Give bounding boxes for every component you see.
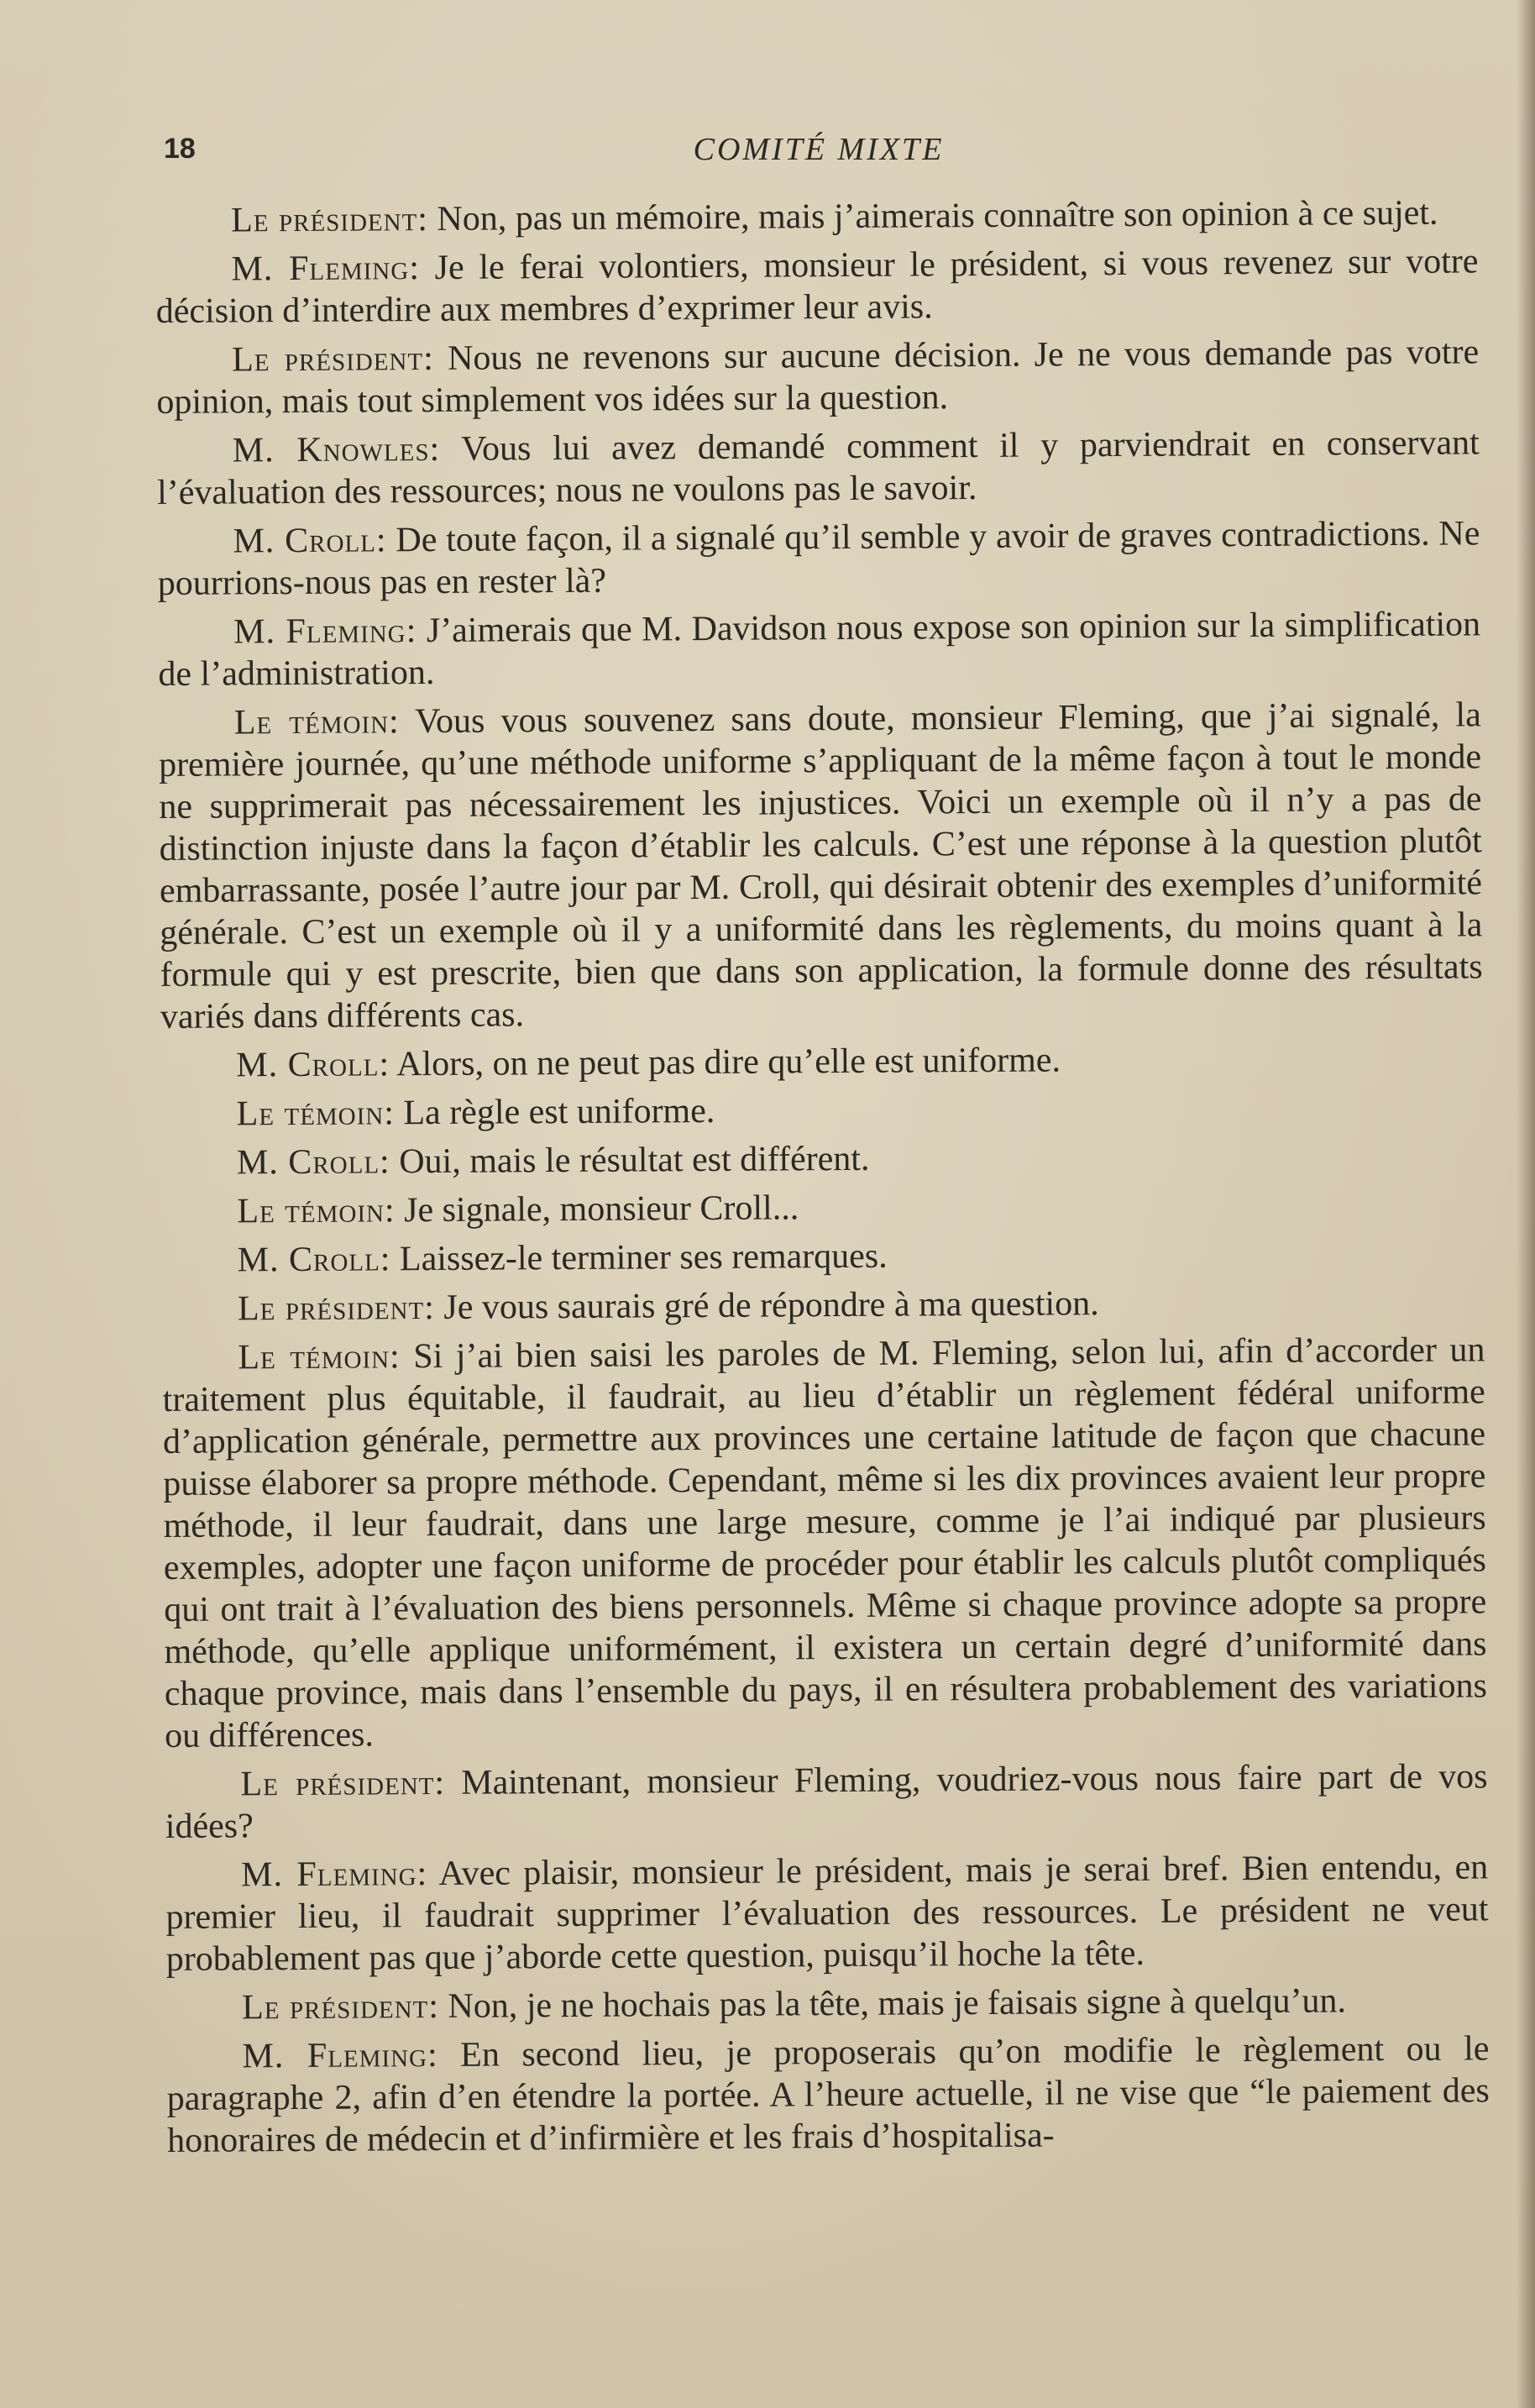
paragraph (158, 603, 1481, 695)
paragraph-text: Maintenant, monsieur Fleming, voudriez-vous nous faire part de vos idées? (165, 1757, 1488, 1846)
speaker-name: M. Knowles: (232, 429, 441, 470)
speaker-name: M. Fleming: (242, 2035, 438, 2076)
paragraph (155, 240, 1479, 333)
paragraph (157, 422, 1480, 514)
paragraph (166, 2028, 1490, 2162)
paragraph-text: Non, pas un mémoire, mais j’aimerais connaître son opinion à ce sujet. (427, 193, 1438, 239)
speaker-name: Le président: (232, 338, 434, 380)
paragraph-text: Vous vous souvenez sans doute, monsieur Fleming, que j’ai signalé, la première journée, qu’une méthode uniforme s’appliquant de la même façon à tout le monde ne supprimerait pas nécessairement les injustices. Voici un exemple où il n’y a pas de distinction injuste dans la façon d’établir les calculs. C’est une réponse à la question plutôt embarrassante, posée l’autre jour par M. Croll, qui désirait obtenir des exemples d’uniformité générale. C’est un exemple où il y a uniformité dans les règlements, du moins quant à la formule qui y est prescrite, bien que dans son application, la formule donne des résultats variés dans différents cas. (158, 695, 1483, 1036)
paragraph (156, 331, 1480, 423)
paragraph (166, 1979, 1489, 2029)
speaker-name: Le président: (240, 1763, 446, 1804)
speaker-name: Le président: (237, 1288, 436, 1329)
speaker-name: Le témoin: (237, 1191, 396, 1231)
speaker-name: M. Croll: (233, 521, 387, 561)
page-number: 18 (164, 133, 196, 165)
paragraph-text: En second lieu, je proposerais qu’on modifie le règlement ou le paragraphe 2, afin d’en étendre la portée. A l’heure actuelle, il ne vise que “le paiement des honoraires de médecin et d’infirmière et les frais d’hospitalisa- (166, 2029, 1490, 2160)
paragraph-text: La règle est uniforme. (394, 1091, 715, 1133)
paragraph (165, 1755, 1488, 1848)
speaker-name: Le président: (231, 200, 429, 240)
paragraph (157, 512, 1480, 605)
paragraph (162, 1231, 1485, 1282)
running-title: COMITÉ MIXTE (693, 132, 945, 167)
paragraph (161, 1183, 1484, 1233)
transcript-body (155, 191, 1490, 2169)
speaker-name: M. Croll: (236, 1045, 390, 1085)
page-header (164, 126, 1474, 176)
paragraph-text: Oui, mais le résultat est différent. (390, 1139, 870, 1182)
paragraph-text: Non, je ne hochais pas la tête, mais je faisais signe à quelqu’un. (438, 1981, 1347, 2026)
paragraph-text: J’aimerais que M. Davidson nous expose son opinion sur la simplification de l’administration. (158, 605, 1481, 694)
speaker-name: M. Fleming: (231, 249, 421, 289)
paragraph-text: Vous lui avez demandé comment il y parviendrait en conservant l’évaluation des ressources; nous ne voulons pas le savoir. (156, 423, 1480, 512)
speaker-name: Le président: (242, 1986, 440, 2028)
speaker-name: M. Fleming: (241, 1855, 428, 1895)
speaker-name: Le témoin: (236, 1094, 396, 1134)
paragraph-text: Je le ferai volontiers, monsieur le président, si vous revenez sur votre décision d’interdire aux membres d’exprimer leur avis. (155, 242, 1479, 331)
speaker-name: M. Fleming: (233, 611, 417, 652)
speaker-name: M. Croll: (237, 1240, 391, 1280)
paragraph-text: Alors, on ne peut pas dire qu’elle est uniforme. (389, 1041, 1061, 1084)
paragraph (155, 191, 1478, 242)
speaker-name: Le témoin: (238, 1337, 401, 1377)
paragraph (161, 1134, 1484, 1184)
paragraph (162, 1280, 1485, 1330)
paragraph-text: Je signale, monsieur Croll... (395, 1188, 799, 1230)
paragraph-text: Laissez-le terminer ses remarques. (390, 1236, 888, 1279)
paragraph (160, 1036, 1483, 1087)
paragraph (159, 694, 1483, 1038)
paragraph-text: Si j’ai bien saisi les paroles de M. Fleming, selon lui, afin d’accorder un traitement plus équitable, il faudrait, au lieu d’établir un règlement fédéral uniforme d’application générale, permettre aux provinces une certaine latitude de façon que chacune puisse élaborer sa propre méthode. Cependant, même si les dix provinces avaient leur propre méthode, il leur faudrait, dans une large mesure, comme je l’ai indiqué par plusieurs exemples, adopter une façon uniforme de procéder pour établir les calculs plutôt compliqués qui ont trait à l’évaluation des biens personnels. Même si chaque province adopte sa propre méthode, qu’elle applique uniformément, il existera un certain degré d’uniformité dans chaque province, mais dans l’ensemble du pays, il en résultera probablement des variations ou différences. (162, 1330, 1487, 1755)
speaker-name: Le témoin: (233, 702, 400, 742)
paragraph-text: Nous ne revenons sur aucune décision. Je ne vous demande pas votre opinion, mais tout simplement vos idées sur la question. (156, 333, 1480, 422)
paragraph-text: De toute façon, il a signalé qu’il semble y avoir de graves contradictions. Ne pourrions-nous pas en rester là? (157, 514, 1480, 603)
paragraph-text: Avec plaisir, monsieur le président, mais je serai bref. Bien entendu, en premier lieu, il faudrait supprimer l’évaluation des ressources. Le président ne veut probablement pas que j’aborde cette question, puisqu’il hoche la tête. (165, 1848, 1489, 1979)
speaker-name: M. Croll: (236, 1142, 390, 1183)
paragraph (162, 1329, 1487, 1757)
page-binding-shadow (1517, 0, 1535, 2408)
paragraph-text: Je vous saurais gré de répondre à ma question. (434, 1284, 1099, 1327)
paragraph (165, 1846, 1489, 1980)
paragraph (160, 1085, 1483, 1136)
